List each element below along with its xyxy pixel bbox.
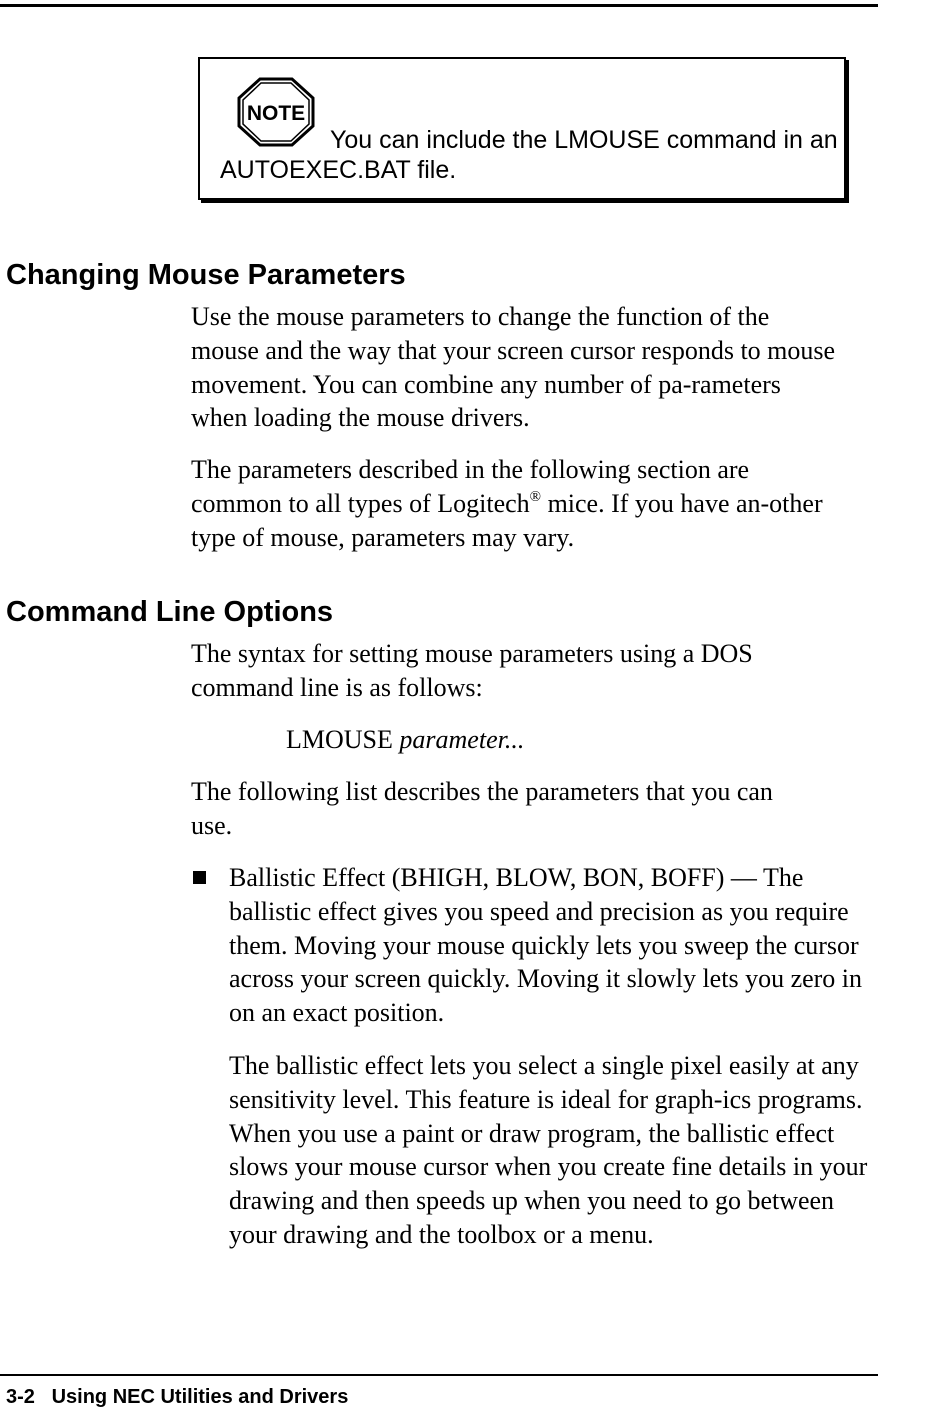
bullet-square-icon: [193, 871, 206, 884]
syntax-command: LMOUSE: [286, 725, 393, 754]
heading-changing-mouse-parameters: Changing Mouse Parameters: [6, 259, 406, 291]
heading-command-line-options: Command Line Options: [6, 596, 334, 628]
paragraph-logitech-after: mice. If you have an-other type of mouse, parameters may vary.: [191, 488, 823, 552]
syntax-line: [286, 723, 524, 757]
paragraph-ballistic-effect-detail: The ballistic effect lets you select a single pixel easily at any sensitivity level. This feature is ideal for graph-ics programs. When you use a paint or draw program, the ballistic effect slows your mouse cursor when you create fine details in your drawing and then speeds up when you need to go between your drawing and the toolbox or a menu.: [229, 1051, 868, 1249]
paragraph-parameter-list-intro: The following list describes the parameters that you can use.: [191, 777, 773, 840]
paragraph-syntax-intro: The syntax for setting mouse parameters using a DOS command line is as follows:: [191, 639, 753, 702]
footer-page-number: 3-2: [6, 1386, 35, 1408]
paragraph-mouse-parameters-intro: Use the mouse parameters to change the function of the mouse and the way that your screen cursor responds to mouse movement. You can combine any number of pa-rameters when loading the mouse drivers.: [191, 302, 836, 433]
paragraph-logitech-parameters: [191, 453, 841, 554]
note-icon-label: NOTE: [246, 102, 306, 125]
note-box: [198, 57, 846, 200]
footer-title: Using NEC Utilities and Drivers: [51, 1386, 349, 1408]
top-rule: [0, 4, 878, 7]
syntax-parameter: parameter...: [399, 725, 525, 754]
bullet-ballistic-effect: Ballistic Effect (BHIGH, BLOW, BON, BOFF) — The ballistic effect gives you speed and precision as you require them. Moving your mouse quickly lets you sweep the cursor across your screen quickly. Moving it slowly lets you zero in on an exact position.: [229, 863, 863, 1028]
note-text: You can include the LMOUSE command in an AUTOEXEC.BAT file.: [220, 126, 838, 184]
page-footer: [6, 1385, 348, 1409]
paragraph-logitech-before: The parameters described in the following section are common to all types of Logitech: [191, 455, 750, 518]
registered-mark: ®: [529, 488, 542, 505]
bottom-rule: [0, 1374, 878, 1376]
